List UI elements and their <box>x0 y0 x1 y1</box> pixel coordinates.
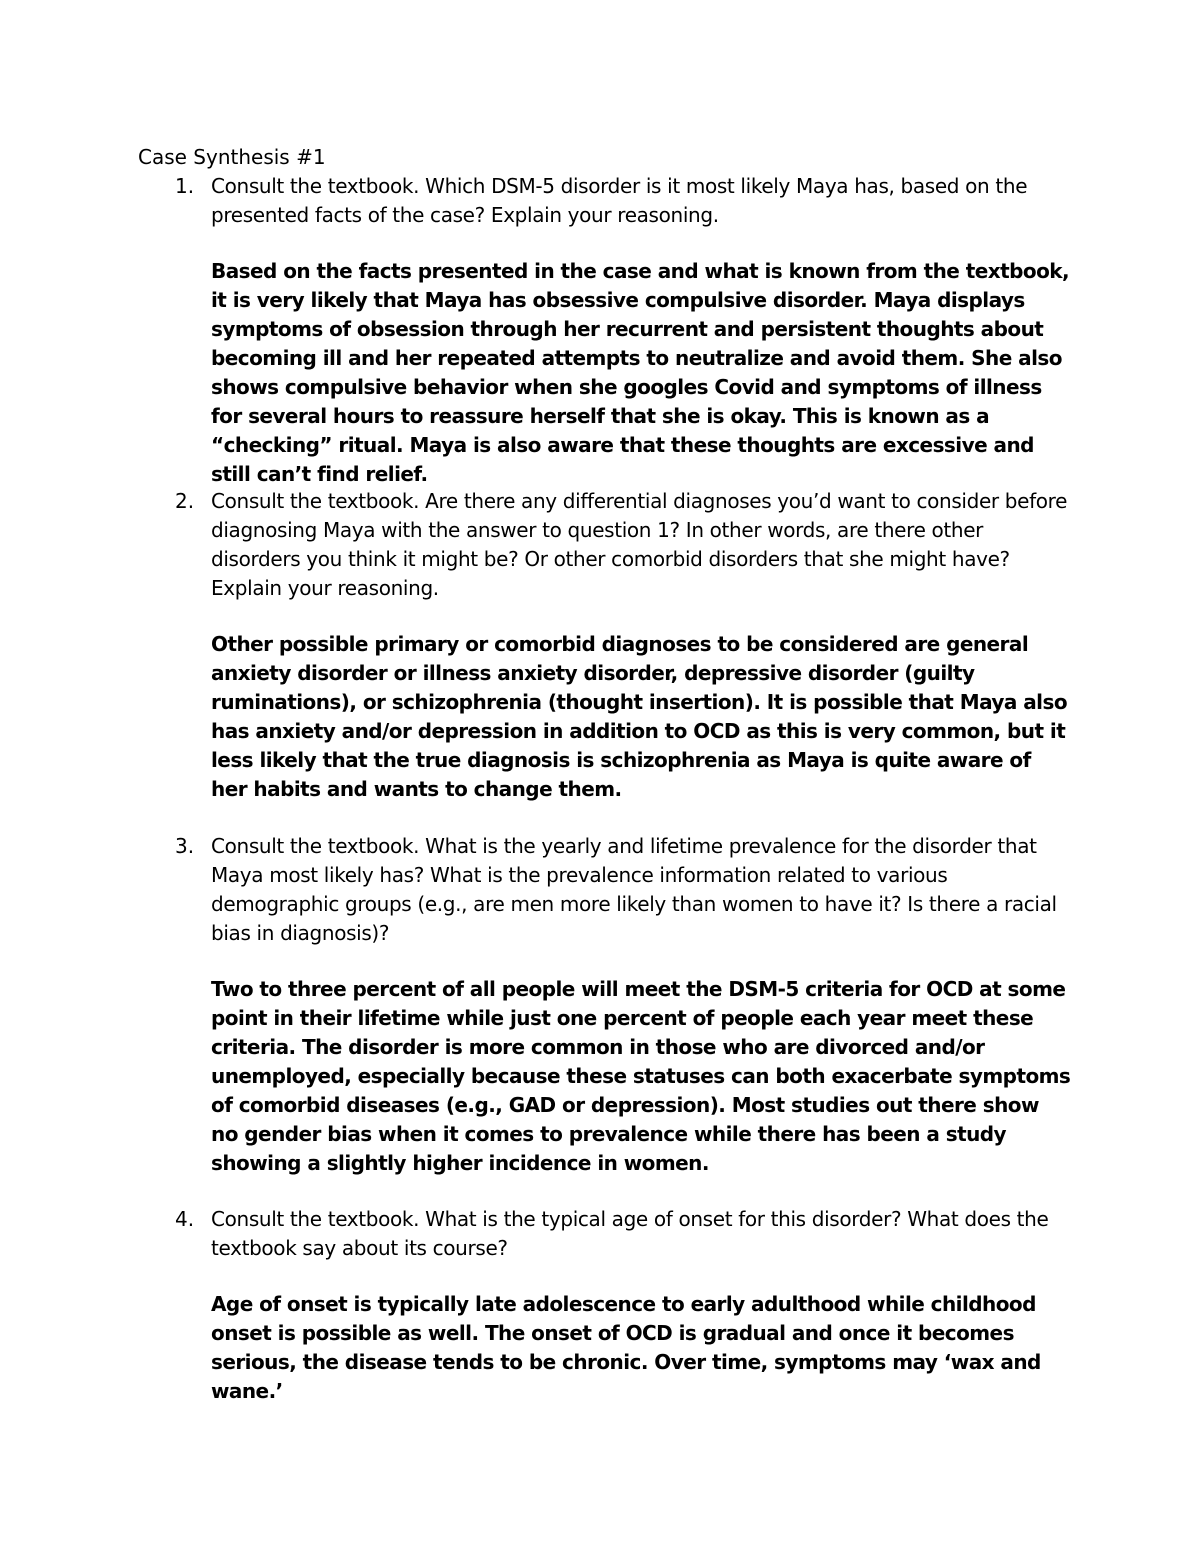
question-2-number: 2. <box>175 489 195 513</box>
question-1-prompt: Consult the textbook. Which DSM-5 disorder is it most likely Maya has, based on the presented facts of the case? Explain your reasoning. <box>211 174 1028 227</box>
question-3-prompt: Consult the textbook. What is the yearly and lifetime prevalence for the disorder that Maya most likely has? What is the prevalence information related to various demographic groups (e.g., are men more likely than women to have it? Is there a racial bias in diagnosis)? <box>211 834 1057 945</box>
answer-2: Other possible primary or comorbid diagnoses to be considered are general anxiety disorder or illness anxiety disorder, depressive disorder (guilty ruminations), or schizophrenia (thought insertion). It is possible that Maya also has anxiety and/or depression in addition to OCD as this is very common, but it less likely that the true diagnosis is schizophrenia as Maya is quite aware of her habits and wants to change them. <box>211 632 1068 801</box>
answer-4: Age of onset is typically late adolescence to early adulthood while childhood onset is possible as well. The onset of OCD is gradual and once it becomes serious, the disease tends to be chronic. Over time, symptoms may ‘wax and wane.’ <box>211 1292 1041 1403</box>
question-4-prompt: Consult the textbook. What is the typical age of onset for this disorder? What does the textbook say about its course? <box>211 1207 1049 1260</box>
question-3-number: 3. <box>175 834 195 858</box>
question-2-prompt: Consult the textbook. Are there any differential diagnoses you’d want to consider before diagnosing Maya with the answer to question 1? In other words, are there other disorders you think it might be? Or other comorbid disorders that she might have? Explain your reasoning. <box>211 489 1068 600</box>
document-title: Case Synthesis #1 <box>138 145 326 169</box>
question-1-number: 1. <box>175 174 195 198</box>
answer-3: Two to three percent of all people will meet the DSM-5 criteria for OCD at some point in their lifetime while just one percent of people each year meet these criteria. The disorder is more common in those who are divorced and/or unemployed, especially because these statuses can both exacerbate symptoms of comorbid diseases (e.g., GAD or depression). Most studies out there show no gender bias when it comes to prevalence while there has been a study showing a slightly higher incidence in women. <box>211 977 1071 1175</box>
answer-1: Based on the facts presented in the case and what is known from the textbook, it is very likely that Maya has obsessive compulsive disorder. Maya displays symptoms of obsession through her recurrent and persistent thoughts about becoming ill and her repeated attempts to neutralize and avoid them. She also shows compulsive behavior when she googles Covid and symptoms of illness for several hours to reassure herself that she is okay. This is known as a “checking” ritual. Maya is also aware that these thoughts are excessive and still can’t find relief. <box>211 259 1070 486</box>
question-4-number: 4. <box>175 1207 195 1231</box>
